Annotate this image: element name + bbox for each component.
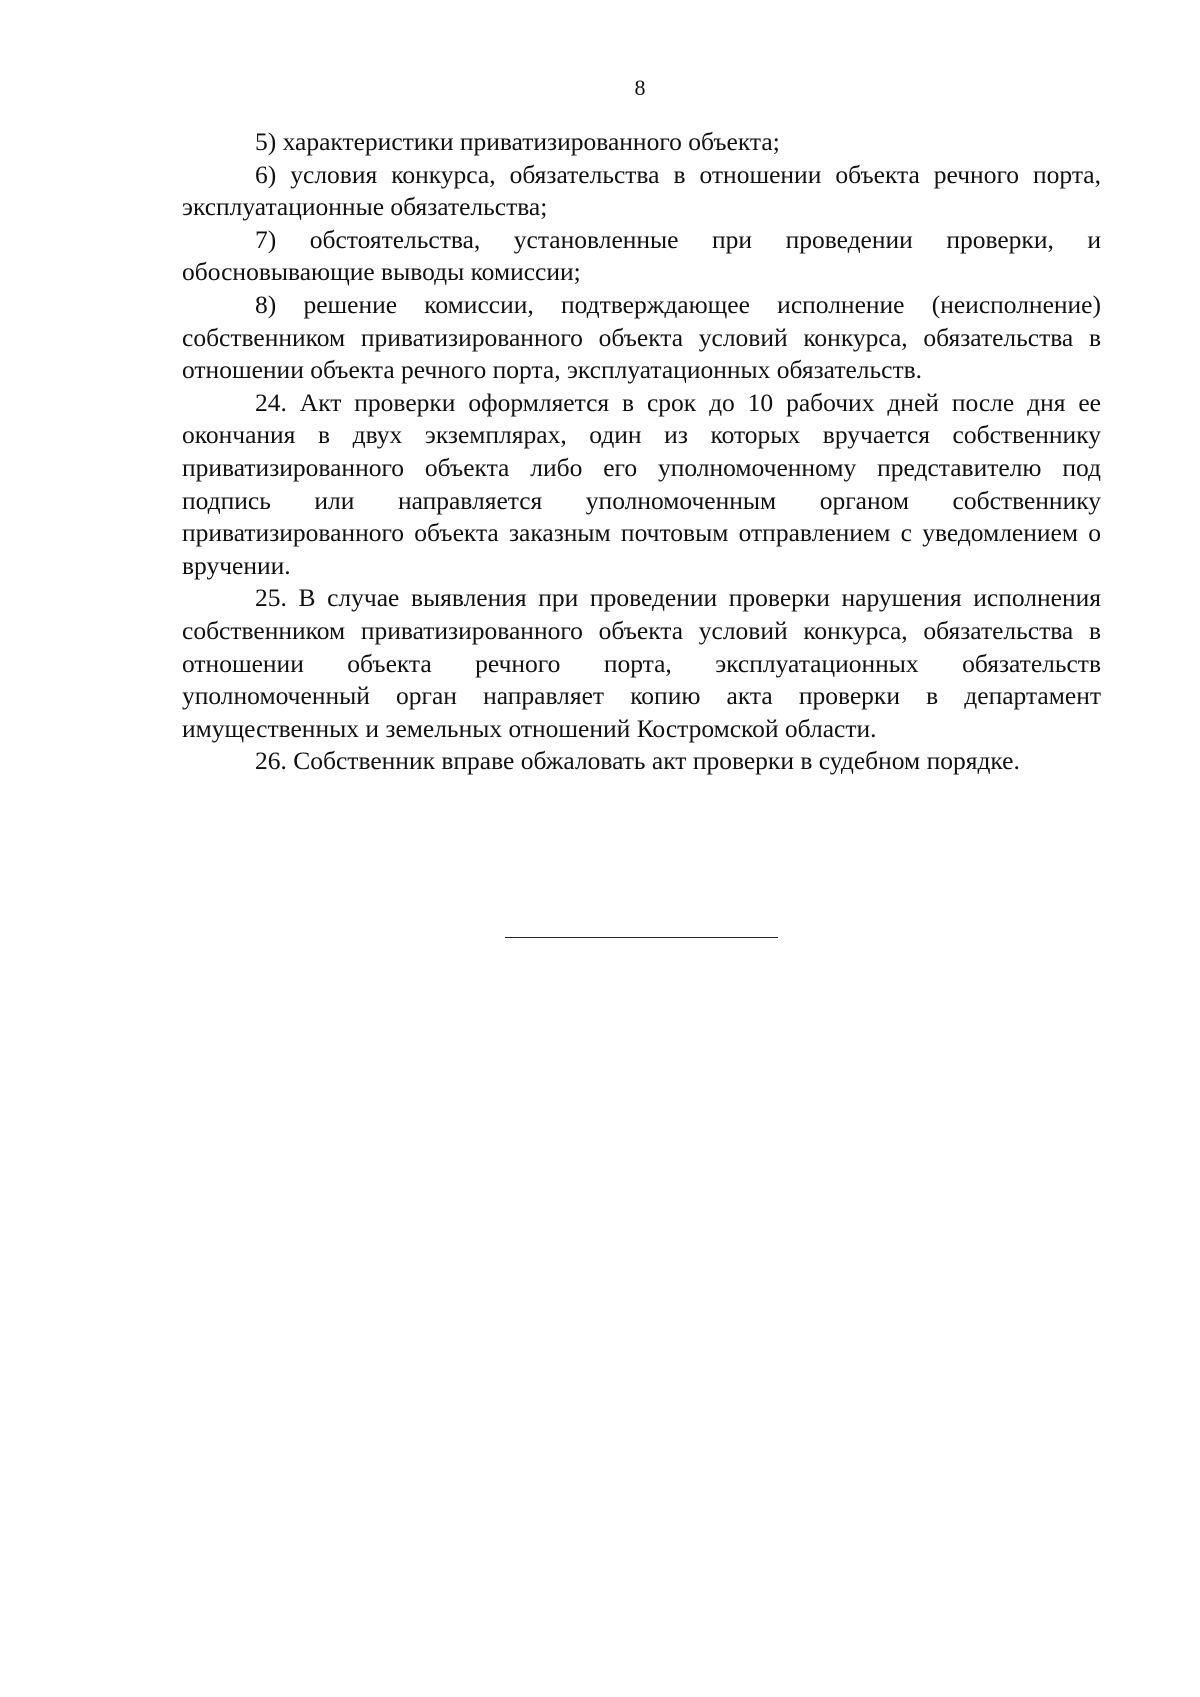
list-item-7: 7) обстоятельства, установленные при проведении проверки, и обосновывающие выводы комиссии; <box>182 224 1101 287</box>
page-number: 8 <box>634 75 646 100</box>
list-item-8: 8) решение комиссии, подтверждающее исполнение (неисполнение) собственником приватизированного объекта условий конкурса, обязательства в отношении объекта речного порта, эксплуатационных обязательств. <box>182 289 1101 385</box>
list-item-6: 6) условия конкурса, обязательства в отношении объекта речного порта, эксплуатационные обязательства; <box>182 159 1101 222</box>
list-item-5: 5) характеристики приватизированного объекта; <box>255 127 780 156</box>
end-of-document-rule <box>505 937 778 938</box>
clause-24: 24. Акт проверки оформляется в срок до 10 рабочих дней после дня ее окончания в двух экземплярах, один из которых вручается собственнику приватизированного объекта либо его уполномоченному представителю под подпись или направляется уполномоченным органом собственнику приватизированного объекта заказным почтовым отправлением с уведомлением о вручении. <box>182 387 1101 580</box>
clause-25: 25. В случае выявления при проведении проверки нарушения исполнения собственником приватизированного объекта условий конкурса, обязательства в отношении объекта речного порта, эксплуатационных обязательств уполномоченный орган направляет копию акта проверки в департамент имущественных и земельных отношений Костромской области. <box>182 583 1101 743</box>
clause-26: 26. Собственник вправе обжаловать акт проверки в судебном порядке. <box>255 746 1020 776</box>
document-body <box>182 126 1101 778</box>
